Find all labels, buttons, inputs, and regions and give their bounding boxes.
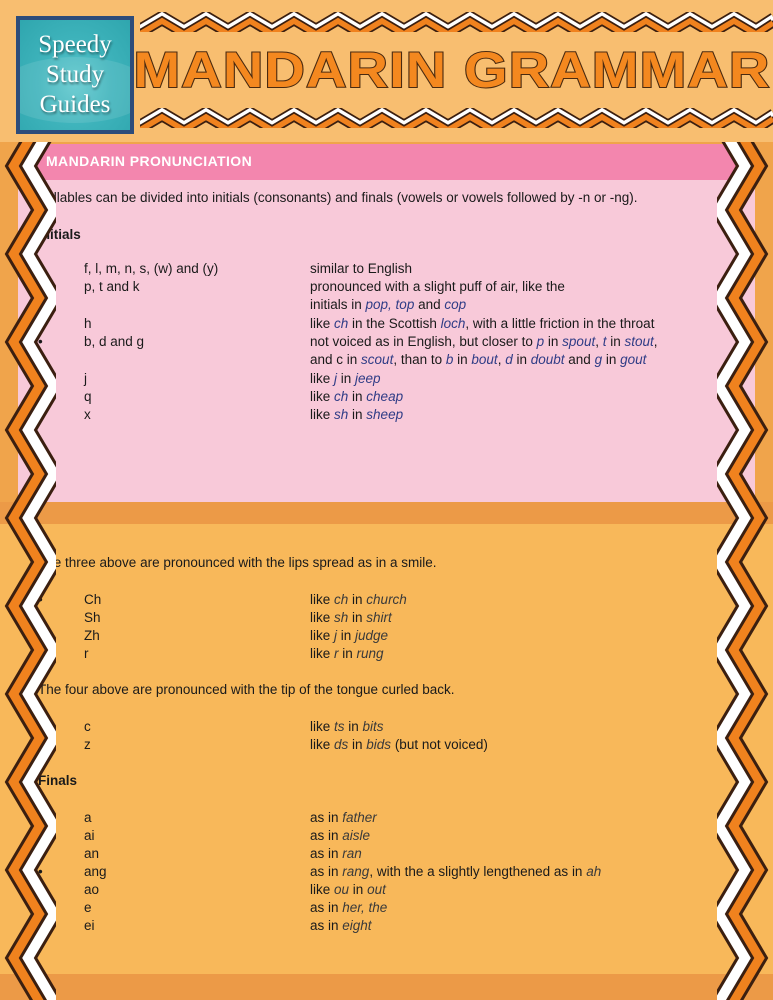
initial-key: Sh	[84, 610, 101, 625]
initial-key: b, d and g	[84, 334, 145, 349]
section-header-title: MANDARIN PRONUNCIATION	[46, 153, 253, 169]
initial-desc: not voiced as in English, but closer to p in spout, t in stout,	[310, 334, 658, 349]
final-key: an	[84, 846, 100, 861]
initial-key: z	[84, 737, 91, 752]
bullet-icon: •	[38, 610, 43, 625]
list-item	[38, 389, 738, 407]
bullet-icon: •	[38, 810, 43, 825]
bullet-icon: •	[38, 316, 43, 331]
bullet-icon: •	[38, 261, 43, 276]
initial-desc: like ts in bits	[310, 719, 384, 734]
final-key: ang	[84, 864, 107, 879]
bullet-icon: •	[38, 737, 43, 752]
initial-desc: like ch in cheap	[310, 389, 404, 404]
initial-desc: like ch in the Scottish loch, with a little friction in the throat	[310, 316, 655, 331]
bullet-icon: •	[38, 628, 43, 643]
list-item	[38, 846, 738, 864]
final-key: ei	[84, 918, 95, 933]
bullet-icon: •	[38, 864, 43, 879]
bullet-icon: •	[38, 846, 43, 861]
initial-key: p, t and k	[84, 279, 140, 294]
orange-note-1: The three above are pronounced with the lips spread as in a smile.	[38, 555, 437, 570]
final-desc: as in eight	[310, 918, 372, 933]
text-content	[0, 142, 773, 1000]
bullet-icon: •	[38, 918, 43, 933]
initial-desc: like sh in shirt	[310, 610, 392, 625]
header-zigzag-bottom	[140, 108, 773, 128]
final-key: ao	[84, 882, 100, 897]
initial-key: Ch	[84, 592, 102, 607]
final-desc: like ou in out	[310, 882, 386, 897]
speedy-study-guides-logo	[16, 16, 134, 134]
initial-key: c	[84, 719, 91, 734]
header-zigzag-top	[140, 12, 773, 32]
list-item	[38, 646, 738, 664]
initial-desc: like j in jeep	[310, 371, 381, 386]
bullet-icon: •	[38, 371, 43, 386]
orange-note-2: The four above are pronounced with the tip of the tongue curled back.	[38, 682, 455, 697]
initial-desc: like r in rung	[310, 646, 384, 661]
list-item	[38, 864, 738, 882]
bullet-icon: •	[38, 389, 43, 404]
content-sheet	[0, 142, 773, 1000]
initial-desc: like j in judge	[310, 628, 389, 643]
page-header	[0, 0, 773, 142]
initial-desc-continuation: initials in pop, top and cop	[310, 297, 467, 312]
list-item	[38, 719, 738, 737]
final-desc: as in her, the	[310, 900, 388, 915]
bullet-icon: •	[38, 407, 43, 422]
list-item	[38, 610, 738, 628]
list-item	[38, 592, 738, 610]
logo-line-2: Study	[45, 61, 105, 88]
final-desc: as in rang, with the a slightly lengthened as in ah	[310, 864, 602, 879]
bullet-icon: •	[38, 882, 43, 897]
list-item	[38, 828, 738, 846]
final-key: a	[84, 810, 92, 825]
initial-key: q	[84, 389, 92, 404]
bullet-icon: •	[38, 900, 43, 915]
final-desc: as in ran	[310, 846, 362, 861]
list-item	[38, 316, 738, 334]
logo-line-3: Guides	[39, 91, 111, 118]
bullet-icon: •	[38, 592, 43, 607]
list-item	[38, 371, 738, 389]
initial-key: Zh	[84, 628, 100, 643]
list-item	[38, 261, 738, 279]
initial-desc: pronounced with a slight puff of air, like the	[310, 279, 565, 294]
initial-key: h	[84, 316, 92, 331]
list-item	[38, 407, 738, 425]
initial-key: r	[84, 646, 89, 661]
final-key: e	[84, 900, 92, 915]
list-item	[38, 810, 738, 828]
logo-line-1: Speedy	[38, 31, 112, 58]
list-item	[38, 737, 738, 755]
bullet-icon: •	[38, 719, 43, 734]
bullet-icon: •	[38, 279, 43, 294]
initial-key: j	[84, 371, 87, 386]
finals-heading: Finals	[38, 773, 78, 788]
list-item	[38, 900, 738, 918]
bullet-icon: •	[38, 646, 43, 661]
initials-heading: Initials	[38, 227, 81, 242]
initial-key: x	[84, 407, 91, 422]
list-item	[38, 882, 738, 900]
initial-desc-continuation: and c in scout, than to b in bout, d in doubt and g in gout	[310, 352, 647, 367]
final-key: ai	[84, 828, 95, 843]
page-title: MANDARIN GRAMMAR	[133, 42, 771, 98]
initial-desc: like ds in bids (but not voiced)	[310, 737, 488, 752]
list-item	[38, 334, 738, 352]
final-desc: as in father	[310, 810, 377, 825]
initial-desc: similar to English	[310, 261, 413, 276]
initial-desc: like ch in church	[310, 592, 407, 607]
initial-desc: like sh in sheep	[310, 407, 404, 422]
list-item	[38, 918, 738, 936]
bullet-icon: •	[38, 334, 43, 349]
final-desc: as in aisle	[310, 828, 371, 843]
list-item	[38, 628, 738, 646]
pronunciation-intro: Syllables can be divided into initials (consonants) and finals (vowels or vowels followed by -n or -ng).	[38, 190, 638, 205]
initial-key: f, l, m, n, s, (w) and (y)	[84, 261, 219, 276]
list-item	[38, 279, 738, 297]
bullet-icon: •	[38, 828, 43, 843]
